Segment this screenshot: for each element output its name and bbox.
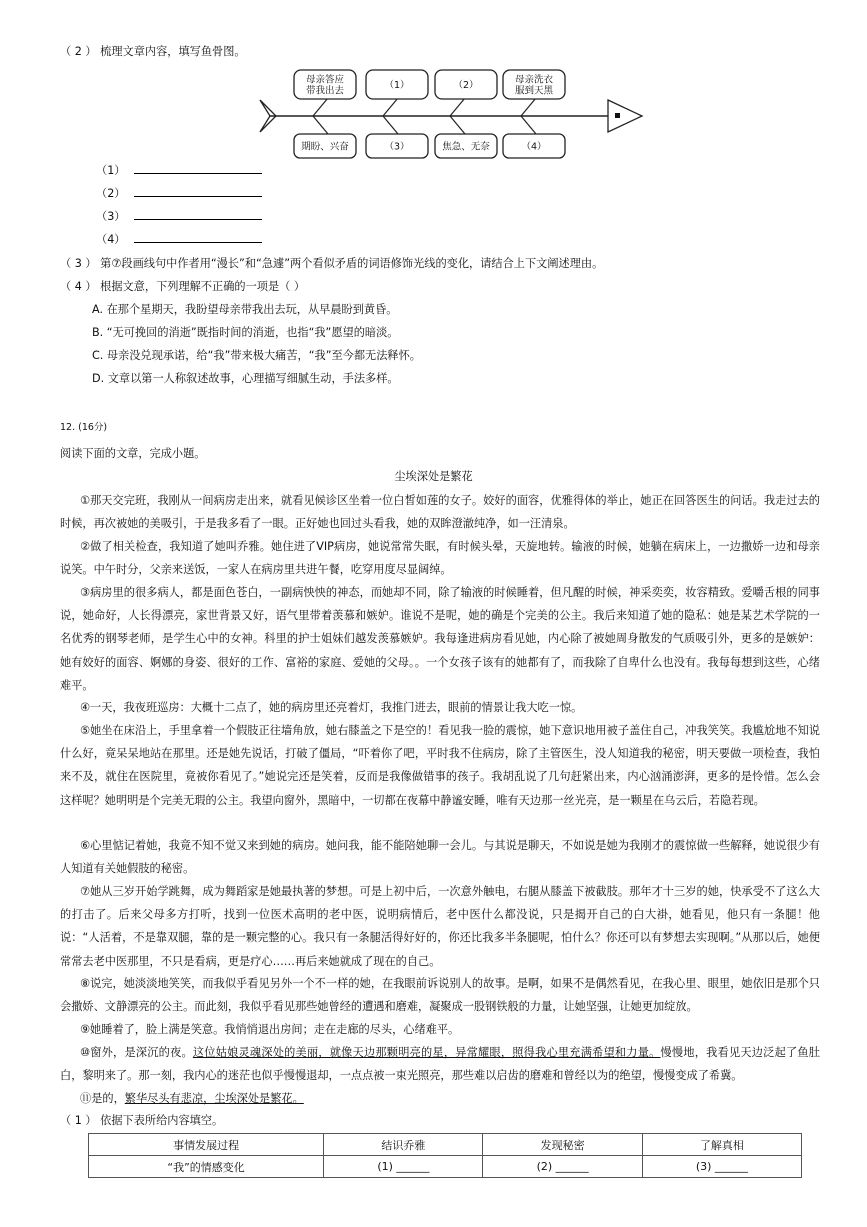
fishbone-top-label: （2） (453, 80, 479, 91)
underlined-sentence-10: 这位姑娘灵魂深处的美丽，就像天边那颗明亮的星，异常耀眼，照得我心里充满希望和力量。 (192, 1046, 661, 1059)
fishbone-bottom-label: 焦急、无奈 (442, 141, 490, 153)
fishbone-top-label: 服到天黑 (514, 85, 554, 97)
paragraph-8: ⑧说完，她淡淡地笑笑，而我似乎看见另外一个不一样的她，在我眼前诉说别人的故事。是啊，如果不是偶然看见，在我心里、眼里，她依旧是那个只会撒娇、文静漂亮的公主。而此刻，我似乎看见那些她曾经的遭遇和磨难，凝聚成一股钢铁般的力量，让她坚强，让她更加绽放。 (60, 977, 820, 1014)
answer-blank-2[interactable]: （2） (96, 186, 262, 202)
paragraph-5: ⑤她坐在床沿上，手里拿着一个假肢正往墙角放，她右膝盖之下是空的！看见我一脸的震惊，她下意识地用被子盖住自己，冲我笑笑。我尴尬地不知说什么好，竟呆呆地站在那里。还是她先说话，打破了僵局，“吓着你了吧，平时我不住病房，除了主管医生，没人知道我的秘密，明天要做一项检查，我怕来不及，就住在医院里，竟被你看见了。”她说完还是笑着，反而是我像做错事的孩子。我胡乱说了几句赶紧出来，内心汹涌澎湃，更多的是怜惜。怎么会这样呢？她明明是个完美无瑕的公主。我望向窗外，黑暗中，一切都在夜幕中静谧安睡，唯有天边那一丝光亮，是一颗星在乌云后，若隐若现。 (60, 724, 820, 807)
option-c[interactable]: C. 母亲没兑现承诺，给“我”带来极大痛苦，“我”至今都无法释怀。 (92, 349, 421, 362)
table-answer-cell[interactable]: (1) ______ (324, 1156, 483, 1178)
option-b[interactable]: B. “无可挽回的消逝”既指时间的消逝，也指“我”愿望的暗淡。 (92, 326, 399, 339)
option-d[interactable]: D. 文章以第一人称叙述故事，心理描写细腻生动，手法多样。 (92, 372, 399, 385)
question-12-number: 12. (16分) (60, 422, 108, 433)
paragraph-10: ⑩窗外，是深沉的夜。这位姑娘灵魂深处的美丽，就像天边那颗明亮的星，异常耀眼，照得我心里充满希望和力量。慢慢地，我看见天边泛起了鱼肚白，黎明来了。那一刻，我内心的迷茫也似乎慢慢退却，一点点被一束光照亮，那些难以启齿的磨难和曾经以为的绝望，慢慢变成了希冀。 (60, 1046, 820, 1083)
fish-eye (615, 113, 620, 118)
paragraph-6: ⑥心里惦记着她，我竟不知不觉又来到她的病房。她问我，能不能陪她聊一会儿。与其说是聊天，不如说是她为我刚才的震惊做一些解释，她说很少有人知道有关她假肢的秘密。 (60, 839, 820, 876)
paragraph-9: ⑨她睡着了，脸上满是笑意。我悄悄退出房间；走在走廊的尽头，心绪难平。 (80, 1023, 460, 1036)
fish-head (608, 100, 642, 132)
fishbone-top-label: 母亲洗衣 (514, 74, 554, 86)
question-4: （ 4 ） 根据文意，下列理解不正确的一项是（ ） (60, 280, 306, 293)
table-answer-cell[interactable]: (3) ______ (642, 1156, 801, 1178)
option-a[interactable]: A. 在那个星期天，我盼望母亲带我出去玩，从早晨盼到黄昏。 (92, 303, 398, 316)
fishbone-bottom-label: （3） (384, 141, 410, 153)
fishbone-bottom-label: 期盼、兴奋 (301, 141, 349, 153)
paragraph-2: ②做了相关检查，我知道了她叫乔雅。她住进了VIP病房，她说常常失眠，有时候头晕，天旋地转。输液的时候，她躺在病床上，一边撒娇一边和母亲说笑。中午时分，父亲来送饭，一家人在病房里共进午餐，吃穿用度尽显阔绰。 (60, 540, 820, 577)
answer-blank-3[interactable]: （3） (96, 209, 262, 225)
table-cell: “我”的情感变化 (89, 1156, 324, 1178)
paragraph-4: ④一天，我夜班巡房：大概十二点了，她的病房里还亮着灯，我推门进去，眼前的情景让我大吃一惊。 (80, 701, 583, 714)
table-row (89, 1156, 802, 1178)
question-2-heading: （ 2 ） 梳理文章内容，填写鱼骨图。 (60, 45, 246, 58)
paragraph-7: ⑦她从三岁开始学跳舞，成为舞蹈家是她最执著的梦想。可是上初中后，一次意外触电，右腿从膝盖下被截肢。那年才十三岁的她，快承受不了这么大的打击了。后来父母多方打听，找到一位医术高明的老中医，说明病情后，老中医什么都没说，只是揭开自己的白大褂，她看见，他只有一条腿！他说：“人活着，不是靠双腿，靠的是一颗完整的心。我只有一条腿活得好好的，你还比我多半条腿呢，怕什么？你还可以有梦想去实现啊。”从那以后，她便常常去老中医那里，不只是看病，更是疗心……再后来她就成了现在的自己。 (60, 885, 820, 968)
question-3: （ 3 ） 第⑦段画线句中作者用“漫长”和“急遽”两个看似矛盾的词语修饰光线的变化，请结合上下文阐述理由。 (60, 257, 604, 270)
fishbone-top-label: 母亲答应 (305, 74, 345, 86)
paragraph-3: ③病房里的很多病人，都是面色苍白，一副病怏怏的神态，而她却不同，除了输液的时候睡着，但凡醒的时候，神采奕奕，妆容精致。爱嚼舌根的同事说，她命好，人长得漂亮，家世背景又好，语气里带着羡慕和嫉妒。谁说不是呢，她的确是个完美的公主。我后来知道了她的隐私：她是某艺术学院的一名优秀的钢琴老师，是学生心中的女神。科里的护士姐妹们越发羡慕嫉妒。我每逢进病房看见她，内心除了被她周身散发的气质吸引外，更多的是嫉妒：她有姣好的面容、婀娜的身姿、很好的工作、富裕的家庭、爱她的父母。。一个女孩子该有的她都有了，而我除了自卑什么也没有。我每每想到这些，心绪难平。 (60, 586, 820, 692)
fishbone-top-label: 带我出去 (305, 85, 345, 97)
fishbone-top-label: （1） (384, 80, 410, 91)
paragraph-1: ①那天交完班，我刚从一间病房走出来，就看见候诊区坐着一位白皙如莲的女子。姣好的面容，优雅得体的举止，她正在回答医生的问话。我走过去的时候，再次被她的美吸引，于是我多看了一眼。正好她也回过头看我，她的双眸澄澈纯净，如一汪清泉。 (60, 494, 820, 531)
fishbone-bottom-label: （4） (521, 141, 547, 153)
underlined-sentence-11: 繁华尽头有悲凉，尘埃深处是繁花。 (124, 1092, 304, 1105)
table-answer-cell[interactable]: (2) ______ (483, 1156, 642, 1178)
table-header-row (89, 1134, 802, 1156)
answer-blank-1[interactable]: （1） (96, 163, 262, 179)
article-title: 尘埃深处是繁花 (394, 470, 473, 483)
question-12-1: （ 1 ） 依据下表所给内容填空。 (60, 1114, 224, 1127)
answer-blank-4[interactable]: （4） (96, 232, 262, 248)
question-12-intro: 阅读下面的文章，完成小题。 (60, 447, 206, 460)
table-cell: 事情发展过程 (89, 1134, 324, 1156)
paragraph-11: ⑪是的，繁华尽头有悲凉，尘埃深处是繁花。 (80, 1092, 304, 1105)
emotion-table (88, 1133, 802, 1178)
table-cell: 结识乔雅 (324, 1134, 483, 1156)
table-cell: 了解真相 (642, 1134, 801, 1156)
table-cell: 发现秘密 (483, 1134, 642, 1156)
fishbone-diagram (258, 64, 644, 162)
